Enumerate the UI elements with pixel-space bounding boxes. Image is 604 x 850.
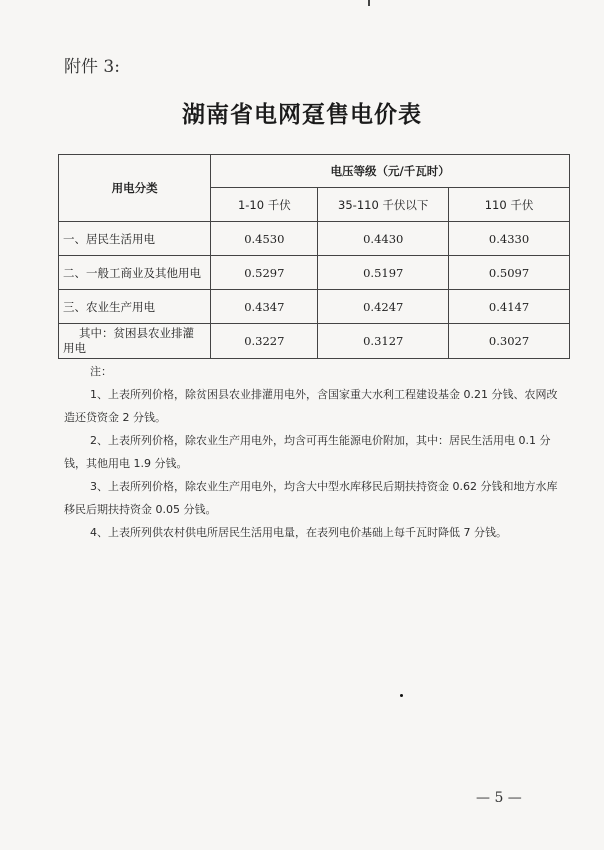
row-category: 一、居民生活用电 xyxy=(59,222,211,256)
notes-section xyxy=(64,360,564,544)
price-cell: 0.3027 xyxy=(449,324,570,359)
voltage-level-1: 1-10 千伏 xyxy=(211,188,318,222)
table-row xyxy=(59,290,570,324)
price-cell: 0.3227 xyxy=(211,324,318,359)
notes-heading: 注： xyxy=(90,365,112,378)
price-cell: 0.4530 xyxy=(211,222,318,256)
price-cell: 0.5297 xyxy=(211,256,318,290)
voltage-level-3: 110 千伏 xyxy=(449,188,570,222)
row-category-line2: 用电 xyxy=(63,341,86,355)
price-cell: 0.4147 xyxy=(449,290,570,324)
row-category-line1: 其中：贫困县农业排灌 xyxy=(79,326,194,340)
price-table xyxy=(58,154,570,359)
price-cell: 0.4347 xyxy=(211,290,318,324)
price-cell: 0.5197 xyxy=(318,256,449,290)
price-cell: 0.4247 xyxy=(318,290,449,324)
voltage-header: 电压等级（元/千瓦时） xyxy=(211,155,570,188)
note-item: 3、上表所列价格，除农业生产用电外，均含大中型水库移民后期扶持资金 0.62 分钱和地方水库移民后期扶持资金 0.05 分钱。 xyxy=(64,480,558,516)
attachment-label: 附件 3: xyxy=(64,57,120,77)
price-cell: 0.3127 xyxy=(318,324,449,359)
table-row xyxy=(59,324,570,359)
page-title: 湖南省电网趸售电价表 xyxy=(182,101,422,128)
scan-mark xyxy=(368,0,370,6)
price-cell: 0.5097 xyxy=(449,256,570,290)
voltage-level-2: 35-110 千伏以下 xyxy=(318,188,449,222)
table-row xyxy=(59,222,570,256)
note-item: 2、上表所列价格，除农业生产用电外，均含可再生能源电价附加，其中：居民生活用电 0.1 分钱，其他用电 1.9 分钱。 xyxy=(64,434,551,470)
row-category: 三、农业生产用电 xyxy=(59,290,211,324)
table-row xyxy=(59,256,570,290)
category-header: 用电分类 xyxy=(59,155,211,222)
row-category xyxy=(59,324,211,359)
note-item: 1、上表所列价格，除贫困县农业排灌用电外，含国家重大水利工程建设基金 0.21 分钱、农网改造还贷资金 2 分钱。 xyxy=(64,388,558,424)
row-category: 二、一般工商业及其他用电 xyxy=(59,256,211,290)
note-item: 4、上表所列供农村供电所居民生活用电量，在表列电价基础上每千瓦时降低 7 分钱。 xyxy=(90,526,507,539)
page-number: — 5 — xyxy=(476,790,522,806)
scan-speck xyxy=(400,694,403,697)
price-cell: 0.4430 xyxy=(318,222,449,256)
price-cell: 0.4330 xyxy=(449,222,570,256)
